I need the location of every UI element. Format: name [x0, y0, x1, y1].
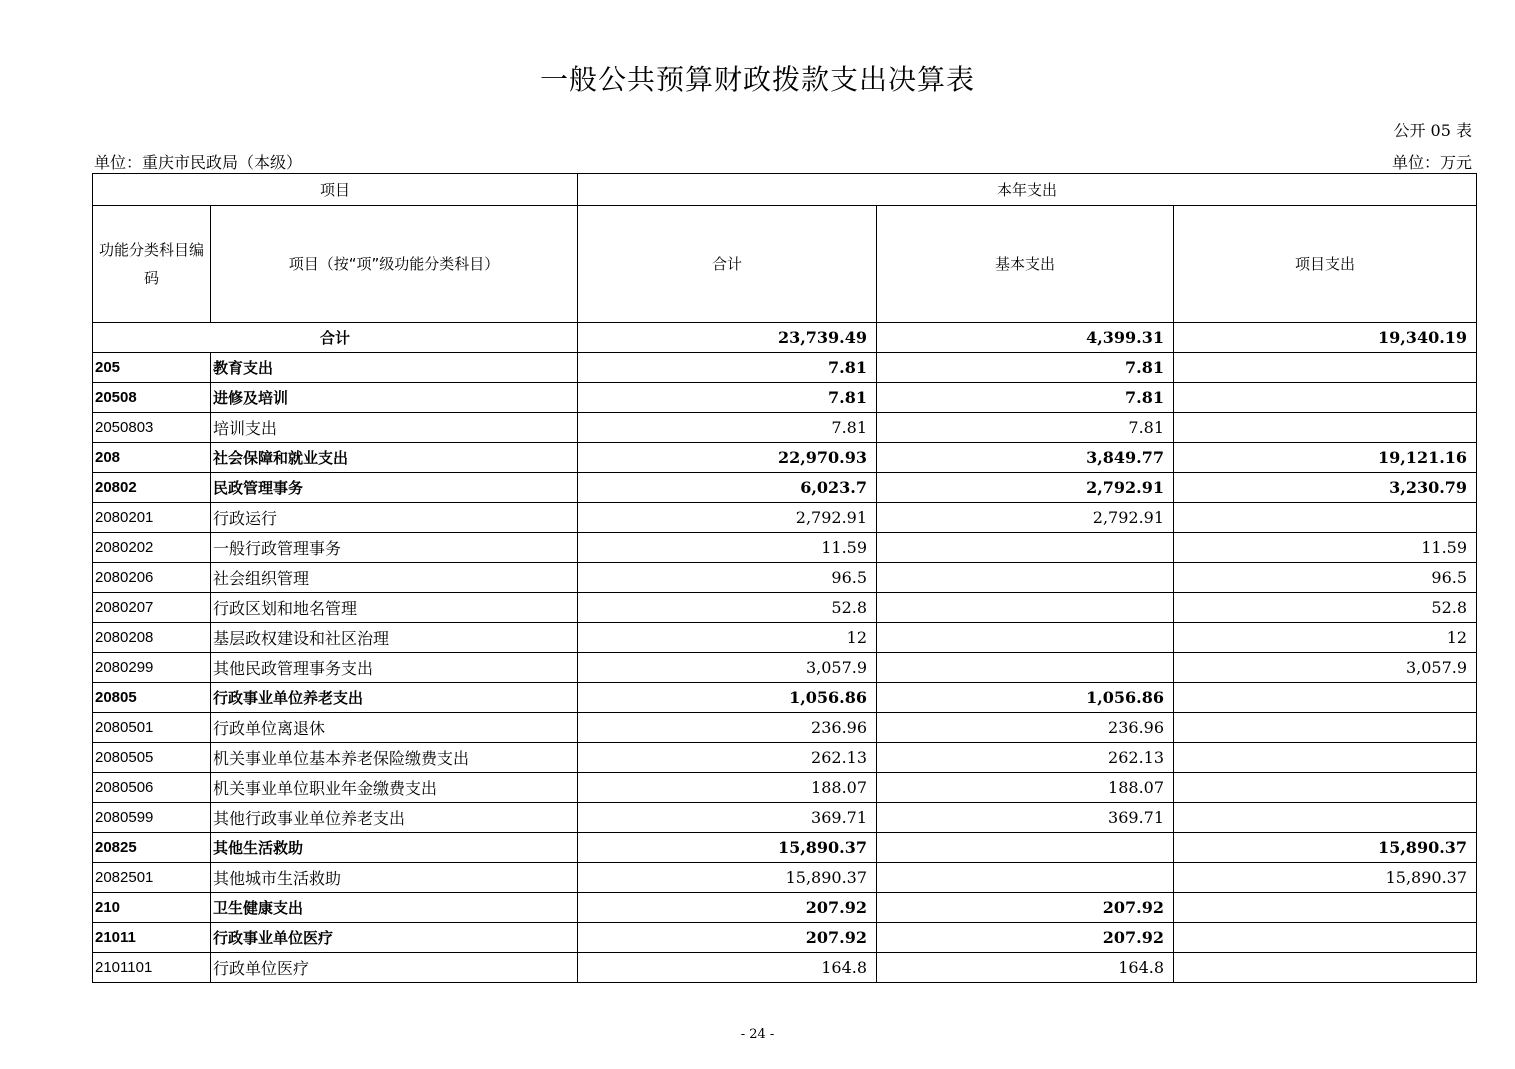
- row-total: 188.07: [578, 773, 877, 803]
- table-row: [93, 773, 1477, 803]
- row-project: [1174, 893, 1477, 923]
- table-row: [93, 833, 1477, 863]
- table-row: [93, 743, 1477, 773]
- row-basic: [877, 563, 1174, 593]
- row-project: [1174, 743, 1477, 773]
- row-basic: [877, 623, 1174, 653]
- row-basic: 7.81: [877, 413, 1174, 443]
- row-name: 社会组织管理: [211, 563, 578, 593]
- row-name: 进修及培训: [211, 383, 578, 413]
- row-code: 20805: [93, 683, 211, 713]
- row-basic: 207.92: [877, 893, 1174, 923]
- table-row: [93, 443, 1477, 473]
- table-row: [93, 473, 1477, 503]
- total-project: 19,340.19: [1174, 323, 1477, 353]
- row-basic: 2,792.91: [877, 473, 1174, 503]
- table-row: [93, 563, 1477, 593]
- row-code: 2080505: [93, 743, 211, 773]
- row-basic: 236.96: [877, 713, 1174, 743]
- row-total: 15,890.37: [578, 863, 877, 893]
- row-code: 20802: [93, 473, 211, 503]
- row-total: 1,056.86: [578, 683, 877, 713]
- header-current-year: 本年支出: [578, 174, 1477, 206]
- row-total: 369.71: [578, 803, 877, 833]
- row-code: 21011: [93, 923, 211, 953]
- row-basic: [877, 653, 1174, 683]
- row-project: [1174, 773, 1477, 803]
- row-total: 96.5: [578, 563, 877, 593]
- row-code: 2080506: [93, 773, 211, 803]
- row-project: [1174, 353, 1477, 383]
- row-name: 机关事业单位职业年金缴费支出: [211, 773, 578, 803]
- row-name: 卫生健康支出: [211, 893, 578, 923]
- row-code: 205: [93, 353, 211, 383]
- header-code: 功能分类科目编码: [93, 206, 211, 323]
- row-basic: [877, 593, 1174, 623]
- table-row: [93, 953, 1477, 983]
- row-total: 52.8: [578, 593, 877, 623]
- table-row: [93, 593, 1477, 623]
- table-row: [93, 533, 1477, 563]
- header-item: 项目（按“项”级功能分类科目）: [211, 206, 578, 323]
- row-total: 15,890.37: [578, 833, 877, 863]
- table-row: [93, 623, 1477, 653]
- row-basic: 207.92: [877, 923, 1174, 953]
- row-project: [1174, 683, 1477, 713]
- row-name: 行政单位医疗: [211, 953, 578, 983]
- row-project: [1174, 413, 1477, 443]
- header-basic: 基本支出: [877, 206, 1174, 323]
- row-code: 20508: [93, 383, 211, 413]
- header-project-expenditure: 项目支出: [1174, 206, 1477, 323]
- row-code: 208: [93, 443, 211, 473]
- row-project: 15,890.37: [1174, 833, 1477, 863]
- row-project: 19,121.16: [1174, 443, 1477, 473]
- row-basic: 164.8: [877, 953, 1174, 983]
- row-name: 行政单位离退休: [211, 713, 578, 743]
- row-basic: 3,849.77: [877, 443, 1174, 473]
- row-code: 2080299: [93, 653, 211, 683]
- row-name: 一般行政管理事务: [211, 533, 578, 563]
- unit-currency: 单位：万元: [1391, 153, 1472, 172]
- row-code: 2080202: [93, 533, 211, 563]
- table-row: [93, 653, 1477, 683]
- row-total: 207.92: [578, 923, 877, 953]
- row-project: 12: [1174, 623, 1477, 653]
- row-total: 207.92: [578, 893, 877, 923]
- unit-organization: 单位：重庆市民政局（本级）: [94, 153, 303, 172]
- row-total: 7.81: [578, 353, 877, 383]
- row-basic: 262.13: [877, 743, 1174, 773]
- row-total: 236.96: [578, 713, 877, 743]
- total-basic: 4,399.31: [877, 323, 1174, 353]
- row-total: 11.59: [578, 533, 877, 563]
- row-project: [1174, 953, 1477, 983]
- row-code: 210: [93, 893, 211, 923]
- row-code: 2080207: [93, 593, 211, 623]
- table-number: 公开 05 表: [1393, 121, 1472, 140]
- row-project: 52.8: [1174, 593, 1477, 623]
- table-row: [93, 863, 1477, 893]
- row-basic: 2,792.91: [877, 503, 1174, 533]
- row-name: 行政区划和地名管理: [211, 593, 578, 623]
- row-basic: 1,056.86: [877, 683, 1174, 713]
- total-row: [93, 323, 1477, 353]
- row-code: 2080599: [93, 803, 211, 833]
- row-basic: 7.81: [877, 383, 1174, 413]
- row-name: 其他城市生活救助: [211, 863, 578, 893]
- row-project: [1174, 503, 1477, 533]
- row-project: 96.5: [1174, 563, 1477, 593]
- row-project: [1174, 383, 1477, 413]
- row-code: 2080208: [93, 623, 211, 653]
- row-basic: 7.81: [877, 353, 1174, 383]
- row-project: 3,230.79: [1174, 473, 1477, 503]
- row-name: 行政事业单位医疗: [211, 923, 578, 953]
- row-name: 基层政权建设和社区治理: [211, 623, 578, 653]
- row-basic: [877, 833, 1174, 863]
- row-name: 行政事业单位养老支出: [211, 683, 578, 713]
- table-row: [93, 383, 1477, 413]
- row-project: 15,890.37: [1174, 863, 1477, 893]
- row-code: 2082501: [93, 863, 211, 893]
- total-label: 合计: [93, 323, 578, 353]
- row-code: 2080501: [93, 713, 211, 743]
- row-total: 6,023.7: [578, 473, 877, 503]
- table-row: [93, 893, 1477, 923]
- row-basic: [877, 533, 1174, 563]
- row-basic: [877, 863, 1174, 893]
- row-name: 行政运行: [211, 503, 578, 533]
- row-total: 7.81: [578, 383, 877, 413]
- row-name: 民政管理事务: [211, 473, 578, 503]
- row-total: 262.13: [578, 743, 877, 773]
- row-name: 机关事业单位基本养老保险缴费支出: [211, 743, 578, 773]
- row-project: [1174, 713, 1477, 743]
- row-total: 7.81: [578, 413, 877, 443]
- row-name: 其他民政管理事务支出: [211, 653, 578, 683]
- row-code: 2080206: [93, 563, 211, 593]
- row-code: 2080201: [93, 503, 211, 533]
- page-title: 一般公共预算财政拨款支出决算表: [539, 63, 975, 96]
- header-total: 合计: [578, 206, 877, 323]
- table-row: [93, 353, 1477, 383]
- row-project: 3,057.9: [1174, 653, 1477, 683]
- row-project: 11.59: [1174, 533, 1477, 563]
- row-total: 22,970.93: [578, 443, 877, 473]
- row-total: 12: [578, 623, 877, 653]
- row-basic: 369.71: [877, 803, 1174, 833]
- row-code: 20825: [93, 833, 211, 863]
- expenditure-table: [92, 173, 1477, 983]
- row-name: 社会保障和就业支出: [211, 443, 578, 473]
- row-total: 164.8: [578, 953, 877, 983]
- table-row: [93, 803, 1477, 833]
- row-name: 培训支出: [211, 413, 578, 443]
- row-project: [1174, 923, 1477, 953]
- row-code: 2050803: [93, 413, 211, 443]
- page-number: - 24 -: [740, 1027, 775, 1042]
- row-name: 其他生活救助: [211, 833, 578, 863]
- header-project: 项目: [93, 174, 578, 206]
- table-row: [93, 713, 1477, 743]
- row-name: 其他行政事业单位养老支出: [211, 803, 578, 833]
- table-row: [93, 683, 1477, 713]
- row-total: 3,057.9: [578, 653, 877, 683]
- table-row: [93, 413, 1477, 443]
- row-name: 教育支出: [211, 353, 578, 383]
- total-amount: 23,739.49: [578, 323, 877, 353]
- row-total: 2,792.91: [578, 503, 877, 533]
- table-row: [93, 923, 1477, 953]
- row-basic: 188.07: [877, 773, 1174, 803]
- row-code: 2101101: [93, 953, 211, 983]
- table-row: [93, 503, 1477, 533]
- row-project: [1174, 803, 1477, 833]
